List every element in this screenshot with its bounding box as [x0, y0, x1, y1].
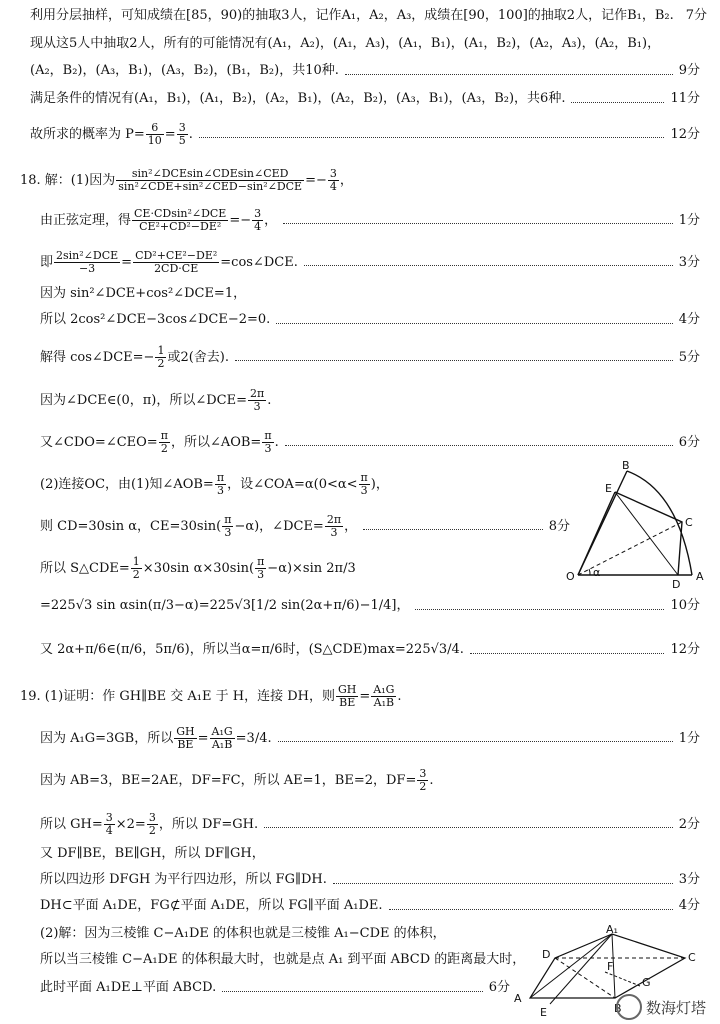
- line-identity: 因为 sin²∠DCE+cos²∠DCE=1，: [40, 286, 247, 301]
- line-perpendicular-plane: 此时平面 A₁DE⊥平面 ABCD. 6分: [40, 980, 510, 995]
- fraction: $\frac{GH}{BE}$: [176, 725, 195, 751]
- leader-dots: [222, 991, 482, 992]
- score-label: 4分: [678, 898, 700, 913]
- line-parallel: 又 DF∥BE，BE∥GH，所以 DF∥GH，: [40, 846, 265, 861]
- line-angle-dce: 因为∠DCE∈(0，π)，所以∠DCE= $\frac{2\pi}{3}$ .: [40, 387, 272, 413]
- fraction: $\frac{\pi}{2}$: [160, 429, 168, 455]
- watermark: [616, 994, 706, 1020]
- leader-dots: [276, 323, 672, 324]
- line-quadratic: 所以 2cos²∠DCE−3cos∠DCE−2=0. 4分: [40, 312, 700, 327]
- fraction: $\frac{2\pi}{3}$: [249, 387, 265, 413]
- leader-dots: [389, 909, 673, 910]
- score-label: 6分: [488, 980, 510, 995]
- line-max-distance: 所以当三棱锥 C−A₁DE 的体积最大时，也就是点 A₁ 到平面 ABCD 的距离最大时，: [40, 952, 526, 967]
- point-a-label: A: [514, 992, 522, 1005]
- line-area-simplify: =225√3 sin αsin(π/3−α)=225√3[1/2 sin(2α+π/6)−1/4]， 10分: [40, 598, 700, 613]
- fraction: $\frac{\text{CE·CDsin²∠DCE}}{\text{CE²+CD²−DE²}}$: [134, 207, 227, 233]
- point-e-label: E: [540, 1006, 547, 1019]
- point-e-label: E: [605, 482, 612, 495]
- fraction: $\frac{\pi}{3}$: [224, 513, 232, 539]
- leader-dots: [199, 137, 665, 138]
- score-label: 3分: [678, 872, 700, 887]
- line-all-cases-cont: (A₂，B₂)，(A₃，B₁)，(A₃，B₂)，(B₁，B₂)，共10种. 9分: [30, 63, 700, 78]
- leader-dots: [304, 265, 673, 266]
- line-part2-setup: (2)连接OC，由(1)知∠AOB= $\frac{\pi}{3}$ ，设∠COA=α(0<α< $\frac{\pi}{3}$ )，: [40, 471, 389, 497]
- point-b-label: B: [622, 460, 630, 472]
- fraction: $\frac{3}{4}$: [105, 811, 113, 837]
- fraction: $\frac{\text{2sin²∠DCE}}{-3}$: [56, 249, 119, 275]
- fraction: $\frac{3}{2}$: [419, 767, 427, 793]
- fraction: $\frac{\text{A₁G}}{\text{A₁B}}$: [211, 725, 233, 751]
- fraction: $\frac{3}{2}$: [148, 811, 156, 837]
- score-label: 11分: [670, 91, 700, 106]
- point-d-label: D: [672, 578, 681, 590]
- fraction: $\frac{3}{4}$: [254, 207, 262, 233]
- line-gh-ratio: 因为 A₁G=3GB，所以 $\frac{GH}{BE}$ = $\frac{\text{A₁G}}{\text{A₁B}}$ =3/4. 1分: [40, 725, 700, 751]
- score-label: 12分: [670, 126, 700, 142]
- leader-dots: [333, 883, 673, 884]
- point-a1-label: A₁: [606, 924, 618, 936]
- leader-dots: [283, 223, 673, 224]
- leader-dots: [470, 653, 665, 654]
- fraction: $\frac{\pi}{3}$: [264, 429, 272, 455]
- line-parallelogram: 所以四边形 DFGH 为平行四边形，所以 FG∥DH. 3分: [40, 872, 700, 887]
- point-c-label: C: [685, 516, 693, 529]
- fraction: $\frac{\text{sin²∠DCEsin∠CDEsin∠CED}}{\text{sin²∠CDE+sin²∠CED−sin²∠DCE}}$: [118, 167, 303, 193]
- line-q19-proof-start: 19. (1)证明：作 GH∥BE 交 A₁E 于 H，连接 DH，则 $\frac{GH}{BE}$ = $\frac{\text{A₁G}}{\text{A₁B}}$ .: [20, 683, 402, 709]
- score-label: 9分: [678, 63, 700, 78]
- fraction: $\frac{2\pi}{3}$: [326, 513, 342, 539]
- line-cos-relation: 即 $\frac{\text{2sin²∠DCE}}{-3}$ = $\frac{\text{CD²+CE²−DE²}}{2CD\cdot CE}$ =cos∠DCE. 3分: [40, 249, 700, 275]
- line-solve-cos: 解得 cos∠DCE=− $\frac{1}{2}$ 或2(舍去). 5分: [40, 344, 700, 370]
- fraction: $\frac{\text{CD²+CE²−DE²}}{2CD\cdot CE}$: [135, 249, 218, 275]
- line-favorable-cases: 满足条件的情况有(A₁，B₁)，(A₁，B₂)，(A₂，B₁)，(A₂，B₂)，(A₃，B₁)，(A₃，B₂)，共6种. 11分: [30, 91, 700, 106]
- leader-dots: [278, 741, 673, 742]
- leader-dots: [285, 445, 673, 446]
- point-o-label: O: [566, 570, 575, 583]
- line-probability: 故所求的概率为 P= $\frac{6}{10}$ = $\frac{3}{5}$ . 12分: [30, 121, 700, 147]
- fraction: $\frac{\pi}{3}$: [216, 471, 225, 497]
- score-label: 8分: [548, 518, 570, 534]
- angle-alpha-label: α: [593, 566, 601, 579]
- line-lengths: 因为 AB=3，BE=2AE，DF=FC，所以 AE=1，BE=2，DF= $\frac{3}{2}$ .: [40, 767, 434, 793]
- fraction: $\frac{3}{4}$: [329, 167, 337, 193]
- fraction: $\frac{1}{2}$: [132, 555, 140, 581]
- leader-dots: [345, 74, 673, 75]
- line-gh-equals-df: 所以 GH= $\frac{3}{4}$ ×2= $\frac{3}{2}$ ，所以 DF=GH. 2分: [40, 811, 700, 837]
- fraction: $\frac{1}{2}$: [157, 344, 165, 370]
- line-angle-aob: 又∠CDO=∠CEO= $\frac{\pi}{2}$ ，所以∠AOB= $\frac{\pi}{3}$ . 6分: [40, 429, 700, 455]
- score-label: 7分: [685, 8, 708, 23]
- line-part2-volume: (2)解：因为三棱锥 C−A₁DE 的体积也就是三棱锥 A₁−CDE 的体积，: [40, 926, 446, 941]
- score-label: 5分: [678, 349, 700, 365]
- leader-dots: [415, 609, 664, 610]
- point-a-label: A: [696, 570, 704, 583]
- line-stratified-sampling: 利用分层抽样，可知成绩在[85，90)的抽取3人，记作A₁，A₂，A₃，成绩在[90，100]的抽取2人，记作B₁，B₂. 7分: [30, 8, 708, 23]
- score-label: 12分: [670, 642, 700, 657]
- point-b-label: B: [614, 1002, 622, 1015]
- line-area-max: 又 2α+π/6∈(π/6，5π/6)，所以当α=π/6时，(S△CDE)max=225√3/4. 12分: [40, 642, 700, 657]
- leader-dots: [264, 827, 673, 828]
- line-q18-given: 18. 解：(1)因为 $\frac{\text{sin²∠DCEsin∠CDEsin∠CED}}{\text{sin²∠CDE+sin²∠CED−sin²∠DCE}}$ =− $\frac{3}{4}$ ，: [20, 167, 353, 193]
- score-label: 6分: [678, 434, 700, 450]
- fraction: $\frac{3}{5}$: [178, 121, 186, 147]
- point-g-label: G: [642, 976, 651, 989]
- score-label: 1分: [678, 212, 700, 228]
- score-label: 3分: [678, 254, 700, 270]
- line-law-of-sines: 由正弦定理，得 $\frac{\text{CE·CDsin²∠DCE}}{\text{CE²+CD²−DE²}}$ =− $\frac{3}{4}$ ， 1分: [40, 207, 700, 233]
- point-c-label: C: [688, 951, 696, 964]
- line-cd-ce: 则 CD=30sin α，CE=30sin( $\frac{\pi}{3}$ −α)，∠DCE= $\frac{2\pi}{3}$ ， 8分: [40, 513, 570, 539]
- fraction: $\frac{6}{10}$: [147, 121, 162, 147]
- point-f-label: F: [607, 960, 614, 973]
- wechat-logo-icon: [616, 994, 642, 1020]
- score-label: 2分: [678, 816, 700, 832]
- sector-figure: [560, 460, 710, 590]
- line-fg-parallel-plane: DH⊂平面 A₁DE，FG⊄平面 A₁DE，所以 FG∥平面 A₁DE. 4分: [40, 898, 700, 913]
- score-label: 10分: [670, 598, 700, 613]
- line-all-cases: 现从这5人中抽取2人，所有的可能情况有(A₁，A₂)，(A₁，A₃)，(A₁，B₁)，(A₁，B₂)，(A₂，A₃)，(A₂，B₁)，: [30, 36, 661, 51]
- fraction: $\frac{\pi}{3}$: [360, 471, 368, 497]
- point-d-label: D: [542, 948, 551, 961]
- score-label: 1分: [678, 730, 700, 746]
- leader-dots: [571, 102, 664, 103]
- fraction: $\frac{\pi}{3}$: [257, 555, 265, 581]
- watermark-text: 数海灯塔: [645, 998, 706, 1017]
- line-area-expr: 所以 S△CDE= $\frac{1}{2}$ ×30sin α×30sin( $\frac{\pi}{3}$ −α)×sin 2π/3: [40, 555, 356, 581]
- leader-dots: [363, 529, 543, 530]
- score-label: 4分: [678, 312, 700, 327]
- fraction: $\frac{GH}{BE}$: [337, 683, 357, 709]
- leader-dots: [235, 360, 673, 361]
- fraction: $\frac{\text{A₁G}}{\text{A₁B}}$: [373, 683, 395, 709]
